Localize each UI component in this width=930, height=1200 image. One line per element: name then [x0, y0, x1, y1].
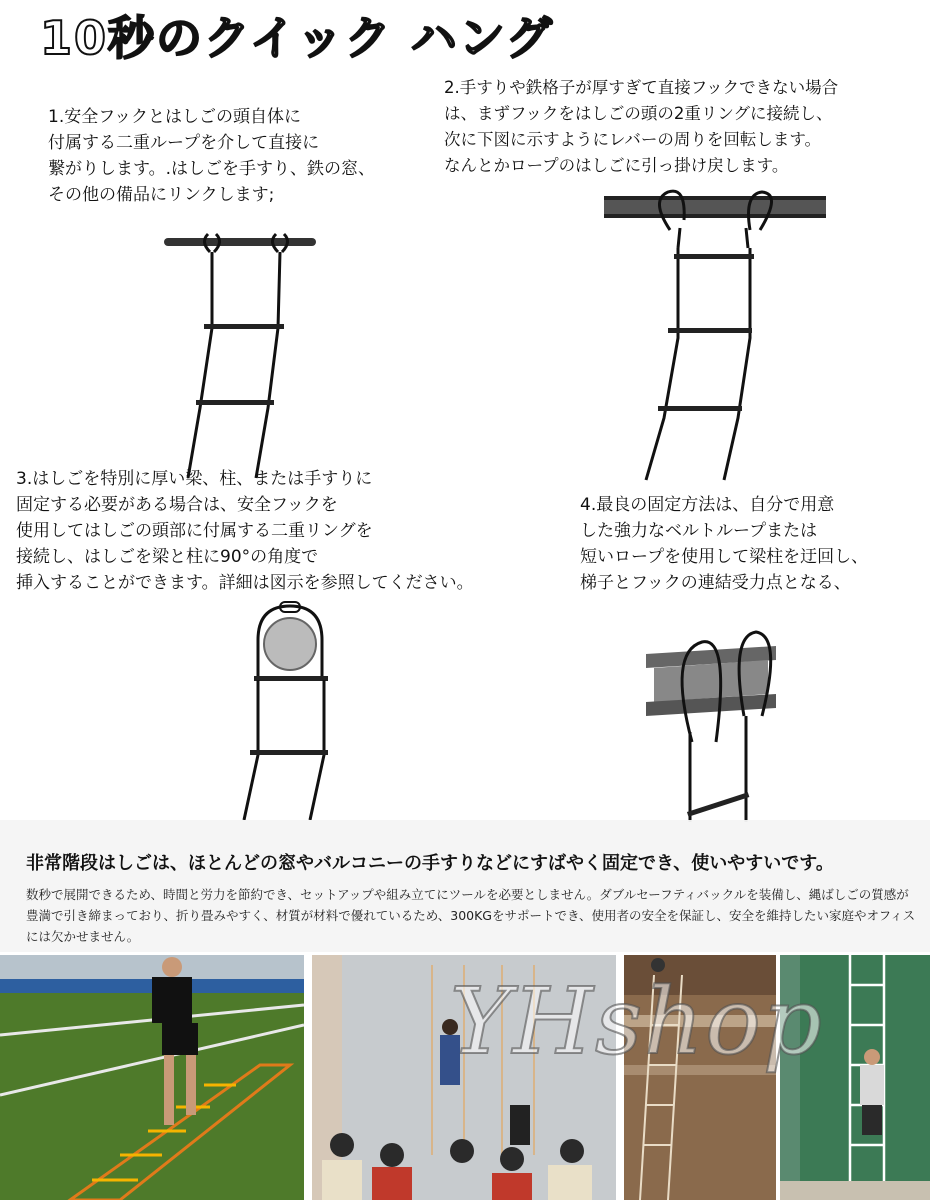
summary-headline: 非常階段はしごは、ほとんどの窓やバルコニーの手すりなどにすばやく固定でき、使いやすいです。: [26, 853, 834, 874]
text-line: 使用してはしごの頭部に付属する二重リングを: [16, 521, 373, 541]
shop-watermark: YHshop: [450, 968, 824, 1075]
text-line: 付属する二重ループを介して直接に: [48, 133, 320, 153]
ladder-bar-illustration: [600, 188, 830, 480]
text-line: その他の備品にリンクします;: [48, 185, 275, 205]
text-line: 1.安全フックとはしごの頭自体に: [48, 107, 302, 127]
text-line: 接続し、はしごを梁と柱に90°の角度で: [16, 547, 319, 567]
text-line: 繋がりします。.はしごを手すり、鉄の窓、: [48, 159, 376, 179]
text-line: 固定する必要がある場合は、安全フックを: [16, 495, 338, 515]
text-line: 次に下図に示すようにレバーの周りを回転します。: [444, 130, 822, 149]
page-title: 10秒のクイック ハング: [40, 11, 554, 65]
step-4-text: [580, 492, 868, 596]
step-3-text: [16, 466, 474, 596]
text-line: 梯子とフックの連結受力点となる、: [580, 573, 851, 593]
ladder-rail-illustration: [160, 228, 320, 478]
ladder-beam-illustration: [640, 632, 790, 822]
text-line: は、まずフックをはしごの頭の2重リングに接続し、: [444, 104, 833, 123]
step-2-text: [444, 75, 838, 179]
text-line: した強力なベルトループまたは: [580, 521, 818, 541]
summary-body: 数秒で展開できるため、時間と労力を節約でき、セットアップや組み立てにツールを必要としません。ダブルセーフティバックルを装備し、縄ばしごの質感が豊満で引き締まっており、折り畳みやすく、材質が材料で優れているため、300KGをサポートでき、使用者の安全を保証し、安全を維持したい家庭やオフィスには欠かせません。: [26, 887, 916, 944]
text-line: 短いロープを使用して梁柱を迂回し、: [580, 547, 869, 567]
text-line: 3.はしごを特別に厚い梁、柱、または手すりに: [16, 469, 373, 489]
text-line: 4.最良の固定方法は、自分で用意: [580, 495, 835, 515]
text-line: なんとかロープのはしごに引っ掛け戻します。: [444, 156, 789, 175]
text-line: 2.手すりや鉄格子が厚すぎて直接フックできない場合: [444, 78, 839, 97]
text-line: 挿入することができます。詳細は図示を参照してください。: [16, 573, 474, 593]
agility-ladder-photo: [0, 955, 304, 1200]
ladder-column-illustration: [230, 600, 350, 820]
step-1-text: [48, 104, 375, 208]
